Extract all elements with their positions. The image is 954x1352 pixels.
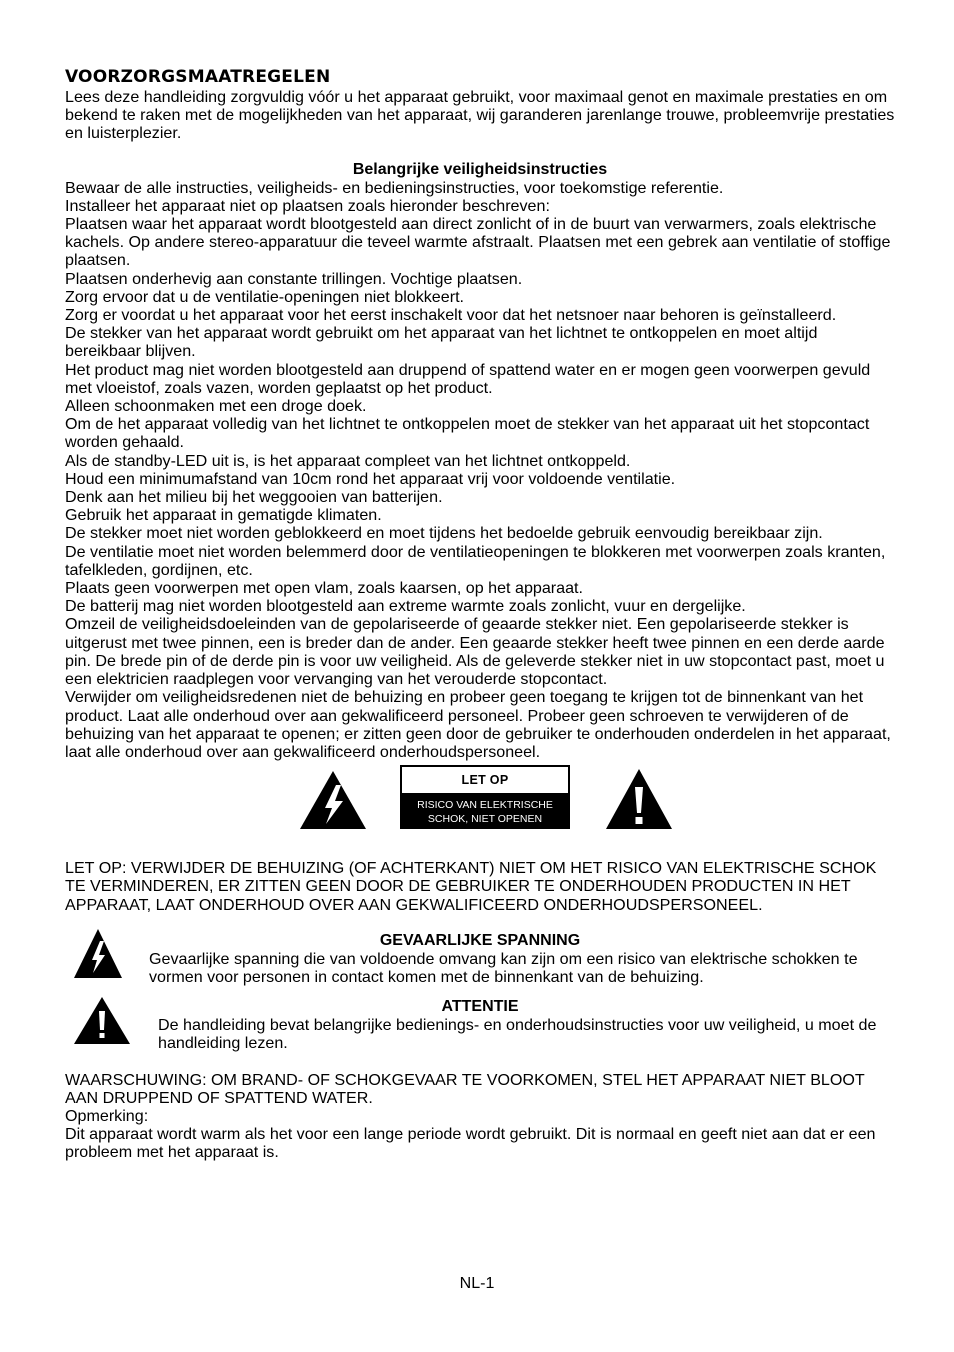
instruction-item: Installeer het apparaat niet op plaatsen zoals hieronder beschreven: — [65, 196, 550, 215]
caution-label-text — [402, 793, 568, 826]
caution-signs — [65, 765, 895, 841]
instruction-item: Om de het apparaat volledig van het lichtnet te ontkoppelen moet de stekker van het apparaat uit het stopcontact worden gehaald. — [65, 415, 870, 452]
caution-text: LET OP: VERWIJDER DE BEHUIZING (OF ACHTERKANT) NIET OM HET RISICO VAN ELEKTRISCHE SCHOK TE VERMINDEREN, ER ZITTEN GEEN DOOR DE GEBRUIKER TE ONDERHOUDEN PRODUCTEN IN HET APPARAAT, LAAT ONDERHOUD OVER AAN GEKWALIFICEERD ONDERHOUDSPERSONEEL. — [65, 859, 877, 914]
instruction-item: Verwijder om veiligheidsredenen niet de behuizing en probeer geen toegang te krijgen tot de binnenkant van het product. Laat alle onderhoud over aan gekwalificeerd personeel. Probeer geen schroeven te verwijderen of de behuizing van het apparaat te openen; er zitten geen door de gebruiker te onderhouden onderdelen in het apparaat, laat alle onderhoud over aan gekwalificeerd onderhoudspersoneel. — [65, 688, 891, 761]
exclamation-warning-icon — [73, 996, 131, 1046]
instruction-item: De batterij mag niet worden blootgesteld aan extreme warmte zoals zonlicht, vuur en dergelijke. — [65, 597, 746, 616]
voltage-text: Gevaarlijke spanning die van voldoende omvang kan zijn om een risico van elektrische schokken te vormen voor personen in contact komen met de binnenkant van de behuizing. — [149, 949, 858, 986]
instruction-item: Plaats geen voorwerpen met open vlam, zoals kaarsen, op het apparaat. — [65, 579, 583, 598]
instruction-item: Bewaar de alle instructies, veiligheids- en bedieningsinstructies, voor toekomstige referentie. — [65, 178, 724, 197]
instruction-list — [65, 179, 895, 762]
instruction-item: Zorg ervoor dat u de ventilatie-openingen niet blokkeert. — [65, 287, 465, 306]
instruction-item: De stekker moet niet worden geblokkeerd en moet tijdens het bedoelde gebruik eenvoudig bereikbaar zijn. — [65, 524, 823, 543]
attention-heading: ATTENTIE — [441, 998, 519, 1016]
note-label: Opmerking: — [65, 1106, 149, 1125]
caution-label-line: RISICO VAN ELEKTRISCHE — [417, 799, 553, 812]
attention-text: De handleiding bevat belangrijke bedienings- en onderhoudsinstructies voor uw veiligheid, u moet de handleiding lezen. — [158, 1016, 877, 1053]
instruction-item: Omzeil de veiligheidsdoeleinden van de gepolariseerde of geaarde stekker niet. Een gepolariseerde stekker is uitgerust met twee pinnen, een is breder dan de ander. Een geaarde stekker heeft twee pinnen en een derde aarde pin. De brede pin of de derde pin is voor uw veiligheid. Als de geleverde stekker niet in uw stopcontact past, moet u een elektricien raadplegen voor vervanging van het verouderde stopcontact. — [65, 615, 885, 689]
page-title: VOORZORGSMAATREGELEN — [65, 67, 331, 87]
lightning-warning-icon — [298, 769, 368, 831]
voltage-heading: GEVAARLIJKE SPANNING — [379, 931, 581, 949]
intro-paragraph: Lees deze handleiding zorgvuldig vóór u het apparaat gebruikt, voor maximaal genot en maximale prestaties en om bekend te raken met de mogelijkheden van het apparaat, wij garanderen jarenlange trouwe, probleemvrije prestaties en luisterplezier. — [65, 88, 895, 143]
document-page — [65, 66, 895, 1162]
caution-label — [400, 765, 570, 829]
warning-text: WAARSCHUWING: OM BRAND- OF SCHOKGEVAAR TE VOORKOMEN, STEL HET APPARAAT NIET BLOOT AAN DRUPPEND OF SPATTEND WATER. — [65, 1070, 865, 1107]
instruction-item: Denk aan het milieu bij het weggooien van batterijen. — [65, 488, 443, 507]
lightning-warning-icon — [73, 928, 123, 980]
instruction-item: Gebruik het apparaat in gematigde klimaten. — [65, 506, 382, 525]
exclamation-warning-icon — [604, 767, 674, 831]
attention-section — [65, 998, 895, 1052]
instruction-item: Plaatsen onderhevig aan constante trillingen. Vochtige plaatsen. — [65, 269, 523, 288]
voltage-section — [65, 932, 895, 986]
safety-heading: Belangrijke veiligheidsinstructies — [352, 160, 608, 178]
instruction-item: Plaatsen waar het apparaat wordt blootgesteld aan direct zonlicht of in de buurt van verwarmers, zoals elektrische kachels. Op andere stereo-apparatuur die teveel warmte afstraalt. Plaatsen met een gebrek aan ventilatie of stoffige plaatsen. — [65, 215, 891, 270]
instruction-item: Houd een minimumafstand van 10cm rond het apparaat vrij voor voldoende ventilatie. — [65, 469, 676, 488]
instruction-item: Zorg er voordat u het apparaat voor het eerst inschakelt voor dat het netsnoer naar behoren is geïnstalleerd. — [65, 306, 837, 325]
instruction-item: Alleen schoonmaken met een droge doek. — [65, 397, 367, 416]
page-number: NL-1 — [459, 1275, 495, 1292]
instruction-item: De ventilatie moet niet worden belemmerd door de ventilatieopeningen te blokkeren met voorwerpen zoals kranten, tafelkleden, gordijnen, etc. — [65, 542, 886, 579]
instruction-item: Als de standby-LED uit is, is het apparaat compleet van het lichtnet ontkoppeld. — [65, 451, 631, 470]
note-text: Dit apparaat wordt warm als het voor een lange periode wordt gebruikt. Dit is normaal en geeft niet aan dat er een probleem met het apparaat is. — [65, 1125, 876, 1162]
caution-label-title: LET OP — [402, 767, 568, 793]
instruction-item: Het product mag niet worden blootgesteld aan druppend of spattend water en er mogen geen voorwerpen gevuld met vloeistof, zoals vazen, worden geplaatst op het product. — [65, 360, 871, 397]
instruction-item: De stekker van het apparaat wordt gebruikt om het apparaat van het lichtnet te ontkoppelen en moet altijd bereikbaar blijven. — [65, 324, 818, 361]
caution-label-line: SCHOK, NIET OPENEN — [427, 813, 543, 826]
